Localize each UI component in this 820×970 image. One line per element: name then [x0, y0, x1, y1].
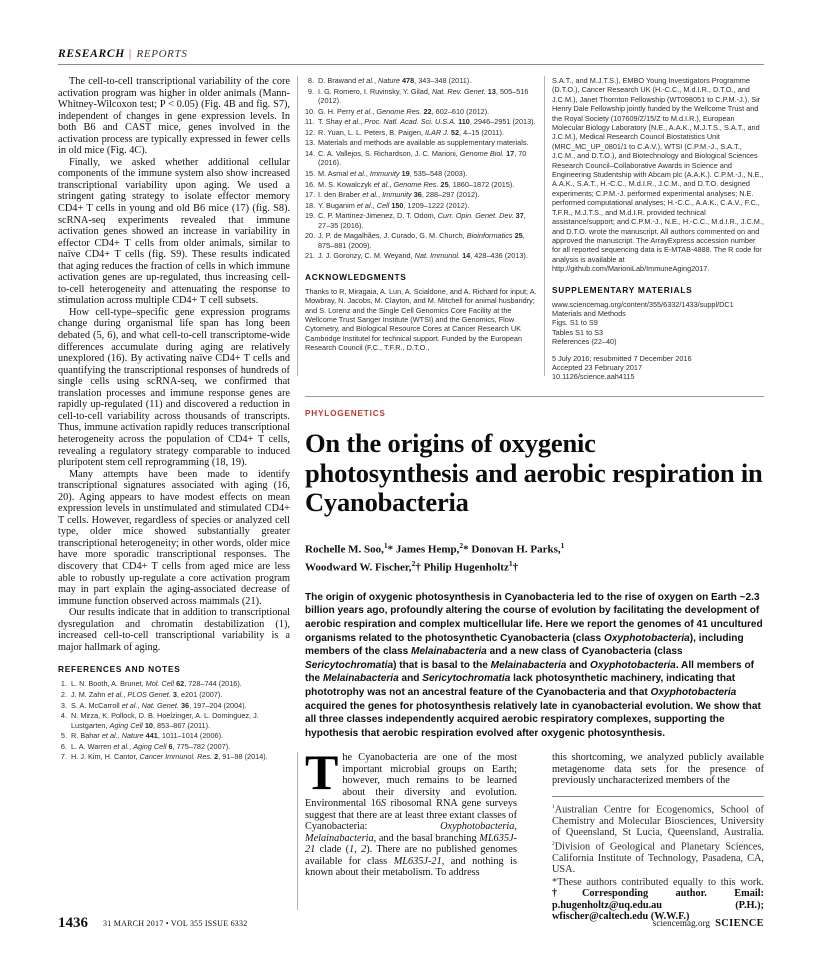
reference-number: 9.	[307, 86, 314, 96]
doi[interactable]: 10.1126/science.aah4115	[552, 372, 635, 382]
reference-text: M. Asmal et al., Immunity 19, 535–548 (2003).	[318, 168, 468, 178]
reference-number: 16.	[305, 179, 316, 189]
reference-text: Y. Buganim et al., Cell 150, 1209–1222 (2012).	[318, 200, 470, 210]
reference-text: Materials and methods are available as supplementary materials.	[318, 138, 529, 148]
reference-text: R. Yuan, L. L. Peters, B. Paigen, ILAR J. 52, 4–15 (2011).	[318, 127, 504, 137]
reference-text: G. H. Perry et al., Genome Res. 22, 602–610 (2012).	[318, 106, 490, 116]
accepted-date: Accepted 23 February 2017	[552, 362, 643, 372]
paragraph: The cell-to-cell transcriptional variability of the core activation program was higher in older animals (Mann-Whitney-Wilcoxon test; P < 0.05) (Fig. 4B and fig. S7), independent of changes in gene expression levels. In both B6 and CAST mice, genes involved in the activation process are typically expressed in fewer cells in old mice (Fig. 4C).	[58, 76, 290, 157]
reference-text: J. P. de Magalhães, J. Curado, G. M. Church, Bioinformatics 25, 875–881 (2009).	[318, 231, 525, 250]
reference-item	[58, 711, 290, 730]
spacer	[552, 347, 764, 354]
reference-number: 18.	[305, 200, 316, 210]
reference-item	[305, 117, 537, 126]
references-list-two	[305, 76, 537, 261]
supplementary-list	[552, 300, 764, 382]
reference-item	[305, 180, 537, 189]
reference-text: L. A. Warren et al., Aging Cell 6, 775–782 (2007).	[71, 741, 231, 751]
reference-number: 15.	[305, 168, 316, 178]
reference-item	[58, 742, 290, 751]
drop-cap: T	[305, 744, 339, 800]
reference-text: R. Bahar et al., Nature 441, 1011–1014 (2006).	[71, 731, 224, 741]
affiliations	[552, 802, 764, 923]
reference-text: J. M. Zahn et al., PLOS Genet. 3, e201 (2007).	[71, 689, 223, 699]
supplementary-item: Tables S1 to S3	[552, 327, 604, 337]
paragraph: How cell-type–specific gene expression programs change during organismal life span has long been debated (5, 6), and what cell-to-cell transcriptome-wide differences accumulate during aging are relatively unexplored (16). By activating naïve CD4+ T cells and quantifying the transcriptional responses of hundreds of single cells using scRNA-seq, we confirmed that translation processes and immune response genes are rapidly up-regulated (11) and discovered a reduction in cell-to-cell variability across thousands of transcripts. Thus, immune activation rapidly reduces transcriptional heterogeneity across the population of CD4+ T cells, revealing a regulatory strategy comparable to induced pluripotent stem cell reprogramming (18, 19).	[58, 306, 290, 469]
reference-text: N. Mirza, K. Pollock, D. B. Hoelzinger, A. L. Dominguez, J. Lustgarten, Aging Cell 10, 853–867 (2011).	[71, 711, 259, 730]
reference-number: 17.	[305, 190, 316, 200]
issue-line: 31 MARCH 2017 • VOL 355 ISSUE 6332	[103, 919, 248, 928]
funding-text: S.A.T., and M.J.T.S.), EMBO Young Investigators Programme (D.T.O.), Cancer Research UK (H.-C.C., M.d.I.R., D.T.O., and J.C.M.), Janet Thornton Fellowship (WT098051 to C.P.M.-J.), Sir Henry Dale Fellowship jointly funded by the Wellcome Trust and the Royal Society (107609/Z/15/Z to M.d.I.R.), European Molecular Biology Laboratory (N.E., A.A.K., M.J.T.S., S.A.T., and J.C.M.), Medical Research Council Biostatistics Unit (MRC_MC_UP_0801/1 to C.A.V.), WTSI (C.P.M.-J., S.A.T., J.C.M., and D.T.O.), and Biotechnology and Biological Sciences Research Council–Collaborative Awards in Science and Engineering Studentship with Abcam plc (A.A.K.). C.P.M.-J., N.E., A.A.K., S.A.T., H.-C.C., M.d.I.R., J.C.M., and D.T.O. designed experiments; C.P.M.-J. performed experimental analyses; N.E. performed computational analyses; H.-C.C., A.A.K., C.A.V., F.C., T.F.R., M.J.T.S., and M.d.I.R. provided technical assistance/support; and C.P.M.-J., N.E., H.-C.C., M.d.I.R., J.C.M., and D.T.O. wrote the manuscript. All authors commented on and approved the manuscript. The ArrayExpress accession number for all reported sequencing data is E-MTAB-4888. The R code for analysis is available at http://github.com/MarioniLab/ImmuneAging2017.	[552, 76, 764, 274]
reference-item	[58, 752, 290, 761]
acknowledgments-text	[305, 287, 537, 353]
supplementary-item: Figs. S1 to S9	[552, 318, 598, 328]
reference-number: 8.	[307, 76, 314, 85]
reference-text: H. J. Kim, H. Cantor, Cancer Immunol. Res. 2, 91–98 (2014).	[71, 752, 268, 762]
reference-item	[305, 76, 537, 85]
sciencemag-url[interactable]: sciencemag.org	[652, 918, 711, 928]
article-body-text: he Cyanobacteria are one of the most important microbial groups on Earth; however, much remains to be learned about their diversity and evolution. Environmental 16S ribosomal RNA gene surveys suggest that there are at least three extant classes of Cyanobacteria: Oxyphotobacteria, Melainabacteria, and the basal branching ML635J-21 clade (1, 2). There are no published genomes available for class ML635J-21, and nothing is known about their metabolism. To address	[305, 752, 518, 879]
reference-item	[305, 87, 537, 106]
reference-number: 1.	[60, 679, 67, 689]
reference-text: I. den Braber et al., Immunity 36, 288–297 (2012).	[318, 190, 480, 200]
reference-item	[58, 731, 290, 740]
reference-number: 21.	[305, 251, 316, 261]
article-abstract: The origin of oxygenic photosynthesis in Cyanobacteria led to the rise of oxygen on Earth ~2.3 billion years ago, profoundly altering the course of evolution by facilitating the development of aerobic respiration and complex multicellular life. Here we report the genomes of 41 uncultured organisms related to the photosynthetic Cyanobacteria (class Oxyphotobacteria), including members of the class Melainabacteria and a new class of Cyanobacteria (class Sericytochromatia) that is basal to the Melainabacteria and Oxyphotobacteria. All members of the Melainabacteria and Sericytochromatia lack photosynthetic machinery, indicating that phototrophy was not an ancestral feature of the Cyanobacteria and that Oxyphotobacteria acquired the genes for photosynthesis relatively late in cyanobacterial evolution. We show that all three classes independently acquired aerobic respiratory complexes, supporting the hypothesis that aerobic respiration evolved after oxygenic photosynthesis.	[305, 591, 763, 739]
reference-number: 5.	[60, 731, 67, 741]
reference-text: T. Shay et al., Proc. Natl. Acad. Sci. U.S.A. 110, 2946–2951 (2013).	[318, 117, 536, 127]
reference-text: J. J. Goronzy, C. M. Weyand, Nat. Immunol. 14, 428–436 (2013).	[318, 251, 528, 261]
references-list-one	[58, 679, 290, 761]
affiliations-rule	[552, 796, 764, 797]
reference-text: C. A. Vallejos, S. Richardson, J. C. Marioni, Genome Biol. 17, 70 (2016).	[318, 148, 527, 168]
reference-number: 20.	[305, 231, 316, 241]
column-three	[552, 76, 764, 382]
reference-item	[305, 169, 537, 178]
authors-line-one: Rochelle M. Soo,$^1$* James Hemp,$^2$* Donovan H. Parks,$^1$	[305, 540, 565, 556]
article-body-paragraph-continued: this shortcoming, we analyzed publicly available metagenome data sets for the presence of previously uncharacterized members of the	[552, 752, 764, 787]
reference-item	[305, 190, 537, 199]
acknowledgments-paragraph: Thanks to R. Miragaia, A. Lun, A. Scialdone, and A. Richard for input; A. Mowbray, N. Jacobs, M. Clayton, and M. Mitchell for animal husbandry; and S. Lorenz and the Single Cell Genomics Core Facility at the Wellcome Trust Sanger Institute (WTSI) and the Genomics, Flow Cytometry, and Biological Resource Cores at Cancer Research UK Cambridge Institutel for technical support. Funded by the European Research Council (F.C., T.F.R., D.T.O.,	[305, 286, 537, 353]
acknowledgments-continued	[552, 76, 764, 274]
reference-number: 6.	[60, 741, 67, 751]
page-footer	[58, 915, 764, 933]
reference-item	[305, 201, 537, 210]
article-kicker: PHYLOGENETICS	[305, 409, 386, 418]
reference-number: 14.	[305, 148, 316, 158]
supplementary-item: Materials and Methods	[552, 308, 626, 318]
page-number: 1436	[58, 915, 88, 931]
article-authors	[305, 539, 764, 575]
supplementary-url[interactable]: www.sciencemag.org/content/355/6332/1433/suppl/DC1	[552, 299, 734, 309]
footer-brand	[653, 918, 764, 929]
reference-number: 7.	[60, 752, 67, 762]
article-title: On the origins of oxygenic photosynthesis and aerobic respiration in Cyanobacteria	[305, 428, 763, 517]
paragraph: Many attempts have been made to identify transcriptional signatures associated with aging (16, 20). Aging appears to have modest effects on mean expression levels in unstimulated and stimulated CD4+ T cells. However, regardless of species or analyzed cell type, older mice showed substantially greater transcriptional heterogeneity; in other words, older mice have more sporadic transcriptional responses. The discovery that CD4+ T cells from aged mice are less able to robustly up-regulate a core activation program may in part explain the aging-associated decrease of immune function observed across mammals (21).	[58, 468, 290, 607]
reference-number: 10.	[305, 106, 316, 116]
reference-item	[58, 679, 290, 688]
reference-item	[58, 701, 290, 710]
correspondence-text: *These authors contributed equally to this work. †Corresponding author. Email: p.hugenholtz@uq.edu.au (P.H.); wfischer@caltech.edu (W.W.F.)	[552, 876, 764, 923]
column-two	[305, 76, 537, 353]
article-body-left-column	[305, 744, 518, 879]
running-head	[58, 48, 764, 60]
reference-number: 4.	[60, 711, 67, 721]
reference-text: D. Brawand et al., Nature 478, 343–348 (2011).	[318, 76, 472, 85]
article-body-right-column	[552, 752, 764, 924]
running-head-research: RESEARCH	[58, 48, 125, 60]
running-head-reports: REPORTS	[136, 48, 188, 60]
paragraph: Our results indicate that in addition to transcriptional dysregulation and chromatin destabilization (1), increased cell-to-cell transcriptional variability is a major hallmark of aging.	[58, 607, 290, 653]
reference-number: 2.	[60, 689, 67, 699]
column-divider-one	[297, 76, 298, 376]
reference-item	[305, 149, 537, 168]
acknowledgments-heading: ACKNOWLEDGMENTS	[305, 271, 407, 282]
column-divider-two	[544, 76, 545, 376]
reference-item	[305, 128, 537, 137]
paragraph: Finally, we asked whether additional cellular components of the immune system also show increased transcriptional variability upon aging. We used a stringent gating strategy to isolate effector memory CD4+ T cells in young and old B6 mice (17) (fig. S8). scRNA-seq experiments revealed that immune activation genes showed an increase in variability in effector CD4+ T cells from older animals, similar to naïve CD4+ T cells (fig. S9). These results indicated that aging reduces the fraction of cells in which immune activation genes are up-regulated, thus increasing cell-to-cell heterogeneity and attenuating the response to stimulation across multiple CD4+ T cell subsets.	[58, 156, 290, 307]
running-head-separator: |	[128, 48, 132, 60]
affiliation-text: $^1$Australian Centre for Ecogenomics, School of Chemistry and Molecular Biosciences, University of Queensland, St Lucia, Queensland, Australia. $^2$Division of Geological and Planetary Sciences, California Institute of Technology, Pasadena, CA, USA.	[552, 803, 764, 876]
reference-number: 19.	[305, 211, 316, 221]
reference-number: 3.	[60, 700, 67, 710]
submission-date: 5 July 2016; resubmitted 7 December 2016	[552, 353, 692, 363]
reference-item	[58, 690, 290, 699]
authors-line-two: Woodward W. Fischer,$^2$† Philip Hugenholtz$^1$†	[305, 558, 519, 574]
article-body-paragraph	[305, 744, 518, 879]
reference-item	[305, 251, 537, 260]
article-top-rule	[305, 396, 764, 397]
reference-text: I. G. Romero, I. Ruvinsky, Y. Gilad, Nat. Rev. Genet. 13, 505–516 (2012).	[318, 86, 529, 105]
reference-item	[305, 211, 537, 230]
supplementary-heading: SUPPLEMENTARY MATERIALS	[552, 284, 693, 295]
column-one	[58, 76, 290, 763]
supplementary-item: References (22–40)	[552, 337, 617, 347]
reference-number: 11.	[305, 117, 315, 127]
reference-text: S. A. McCarroll et al., Nat. Genet. 36, 197–204 (2004).	[71, 700, 247, 710]
article-column-divider	[297, 752, 298, 910]
header-rule	[58, 64, 764, 65]
reference-item	[305, 231, 537, 250]
reference-item	[305, 107, 537, 116]
reference-text: M. S. Kowalczyk et al., Genome Res. 25, 1860–1872 (2015).	[318, 179, 515, 189]
references-heading: REFERENCES AND NOTES	[58, 664, 181, 675]
reference-number: 13.	[305, 138, 316, 148]
column-one-body	[58, 76, 290, 653]
science-wordmark: SCIENCE	[715, 918, 764, 929]
reference-item	[305, 138, 537, 147]
article-header	[305, 396, 764, 756]
reference-text: L. N. Booth, A. Brunet, Mol. Cell 62, 728–744 (2016).	[71, 679, 242, 689]
reference-number: 12.	[305, 127, 316, 137]
reference-text: C. P. Martinez-Jimenez, D. T. Odom, Curr. Opin. Genet. Dev. 37, 27–35 (2016).	[318, 211, 526, 230]
